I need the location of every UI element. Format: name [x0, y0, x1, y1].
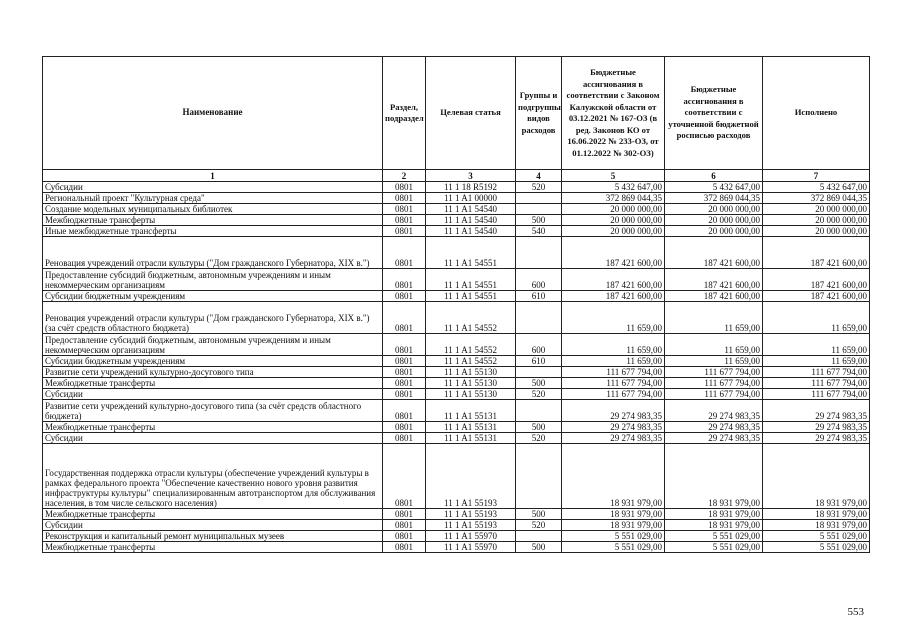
col-number: 2: [383, 170, 426, 182]
row-section: 0801: [383, 334, 426, 356]
row-executed: 11 659,00: [763, 356, 870, 367]
row-target: 11 1 18 R5192: [426, 182, 516, 193]
row-assign-law: 5 551 029,00: [562, 542, 665, 553]
row-group: 600: [516, 269, 562, 291]
row-assign-refined: 18 931 979,00: [665, 520, 763, 531]
header-row: [43, 57, 870, 170]
row-assign-law: 5 432 647,00: [562, 182, 665, 193]
row-name: Межбюджетные трансферты: [43, 422, 383, 433]
row-group: 500: [516, 422, 562, 433]
table-row: [43, 531, 870, 542]
row-assign-refined: 11 659,00: [665, 334, 763, 356]
row-group: [516, 531, 562, 542]
row-target: 11 1 A1 55130: [426, 367, 516, 378]
row-executed: 18 931 979,00: [763, 444, 870, 509]
row-group: [516, 204, 562, 215]
row-group: 500: [516, 509, 562, 520]
row-name: Государственная поддержка отрасли культуры (обеспечение учреждений культуры в рамках федерального проекта "Обеспечение качественно нового уровня развития инфраструктуры культуры" специализированным автотранспортом для обслуживания населения, в том числе сельского населения): [43, 444, 383, 509]
col-header-section: Раздел, подраздел: [383, 57, 426, 170]
row-group: [516, 367, 562, 378]
row-section: 0801: [383, 193, 426, 204]
row-group: 500: [516, 215, 562, 226]
table-row: [43, 291, 870, 302]
row-assign-refined: 5 551 029,00: [665, 531, 763, 542]
row-group: [516, 400, 562, 422]
table-row: [43, 356, 870, 367]
row-executed: 187 421 600,00: [763, 269, 870, 291]
row-assign-refined: 111 677 794,00: [665, 378, 763, 389]
row-target: 11 1 A1 54540: [426, 215, 516, 226]
row-assign-law: 11 659,00: [562, 334, 665, 356]
row-target: 11 1 A1 55970: [426, 542, 516, 553]
row-assign-law: 111 677 794,00: [562, 367, 665, 378]
table-row: [43, 444, 870, 509]
col-header-assign-refined: Бюджетные ассигнования в соответствии с уточненной бюджетной росписью расходов: [665, 57, 763, 170]
row-name: Субсидии бюджетным учреждениям: [43, 291, 383, 302]
row-section: 0801: [383, 291, 426, 302]
row-section: 0801: [383, 356, 426, 367]
row-assign-refined: 29 274 983,35: [665, 400, 763, 422]
row-group: 520: [516, 182, 562, 193]
row-assign-law: 187 421 600,00: [562, 237, 665, 269]
row-assign-law: 20 000 000,00: [562, 226, 665, 237]
col-number: 1: [43, 170, 383, 182]
row-section: 0801: [383, 422, 426, 433]
row-executed: 187 421 600,00: [763, 237, 870, 269]
table-row: [43, 334, 870, 356]
table-row: [43, 302, 870, 334]
row-target: 11 1 A1 54551: [426, 237, 516, 269]
row-assign-law: 29 274 983,35: [562, 422, 665, 433]
table-row: [43, 215, 870, 226]
row-assign-law: 18 931 979,00: [562, 520, 665, 531]
table-row: [43, 367, 870, 378]
row-group: 500: [516, 378, 562, 389]
row-assign-law: 11 659,00: [562, 356, 665, 367]
row-executed: 111 677 794,00: [763, 367, 870, 378]
budget-table: [42, 56, 870, 553]
budget-table-sheet: [42, 56, 869, 553]
row-target: 11 1 A1 55131: [426, 433, 516, 444]
row-section: 0801: [383, 269, 426, 291]
row-name: Субсидии: [43, 433, 383, 444]
page-number: 553: [847, 606, 864, 618]
row-assign-law: 18 931 979,00: [562, 444, 665, 509]
row-section: 0801: [383, 378, 426, 389]
row-assign-refined: 5 432 647,00: [665, 182, 763, 193]
row-group: 610: [516, 291, 562, 302]
row-assign-refined: 18 931 979,00: [665, 444, 763, 509]
row-group: 520: [516, 389, 562, 400]
row-assign-refined: 11 659,00: [665, 302, 763, 334]
table-row: [43, 542, 870, 553]
table-row: [43, 237, 870, 269]
row-name: Развитие сети учреждений культурно-досугового типа (за счёт средств областного бюджета): [43, 400, 383, 422]
row-section: 0801: [383, 509, 426, 520]
table-row: [43, 378, 870, 389]
row-assign-law: 5 551 029,00: [562, 531, 665, 542]
row-executed: 111 677 794,00: [763, 378, 870, 389]
row-name: Иные межбюджетные трансферты: [43, 226, 383, 237]
row-name: Межбюджетные трансферты: [43, 509, 383, 520]
row-executed: 372 869 044,35: [763, 193, 870, 204]
row-assign-law: 29 274 983,35: [562, 400, 665, 422]
row-assign-refined: 11 659,00: [665, 356, 763, 367]
row-section: 0801: [383, 182, 426, 193]
row-group: 520: [516, 520, 562, 531]
row-name: Субсидии: [43, 182, 383, 193]
row-name: Реновация учреждений отрасли культуры ("Дом гражданского Губернатора, XIX в."): [43, 237, 383, 269]
row-name: Создание модельных муниципальных библиотек: [43, 204, 383, 215]
row-name: Субсидии бюджетным учреждениям: [43, 356, 383, 367]
row-assign-law: 111 677 794,00: [562, 378, 665, 389]
row-section: 0801: [383, 237, 426, 269]
row-target: 11 1 A1 00000: [426, 193, 516, 204]
row-name: Реконструкция и капитальный ремонт муниципальных музеев: [43, 531, 383, 542]
row-group: 540: [516, 226, 562, 237]
row-name: Субсидии: [43, 520, 383, 531]
row-name: Развитие сети учреждений культурно-досугового типа: [43, 367, 383, 378]
row-assign-refined: 29 274 983,35: [665, 433, 763, 444]
row-section: 0801: [383, 433, 426, 444]
row-target: 11 1 A1 54551: [426, 269, 516, 291]
row-assign-refined: 111 677 794,00: [665, 367, 763, 378]
row-group: [516, 444, 562, 509]
col-number: 3: [426, 170, 516, 182]
row-executed: 5 551 029,00: [763, 531, 870, 542]
row-target: 11 1 A1 55193: [426, 520, 516, 531]
table-row: [43, 509, 870, 520]
row-assign-law: 20 000 000,00: [562, 204, 665, 215]
row-executed: 29 274 983,35: [763, 422, 870, 433]
col-header-name: Наименование: [43, 57, 383, 170]
row-section: 0801: [383, 444, 426, 509]
row-target: 11 1 A1 55970: [426, 531, 516, 542]
row-assign-law: 18 931 979,00: [562, 509, 665, 520]
row-executed: 11 659,00: [763, 302, 870, 334]
col-number: 7: [763, 170, 870, 182]
row-executed: 5 432 647,00: [763, 182, 870, 193]
table-row: [43, 226, 870, 237]
row-group: 520: [516, 433, 562, 444]
table-body: [43, 182, 870, 553]
col-header-assign-law: Бюджетные ассигнования в соответствии с Законом Калужской области от 03.12.2021 № 167-ОЗ (в ред. Законов КО от 16.06.2022 № 233-ОЗ, от 01.12.2022 № 302-ОЗ): [562, 57, 665, 170]
row-assign-refined: 187 421 600,00: [665, 291, 763, 302]
row-name: Реновация учреждений отрасли культуры ("Дом гражданского Губернатора, XIX в.") (за счёт средств областного бюджета): [43, 302, 383, 334]
row-assign-refined: 187 421 600,00: [665, 237, 763, 269]
row-name: Предоставление субсидий бюджетным, автономным учреждениям и иным некоммерческим организациям: [43, 269, 383, 291]
row-section: 0801: [383, 226, 426, 237]
row-section: 0801: [383, 367, 426, 378]
row-executed: 18 931 979,00: [763, 509, 870, 520]
row-assign-law: 372 869 044,35: [562, 193, 665, 204]
row-group: 500: [516, 542, 562, 553]
table-row: [43, 204, 870, 215]
row-assign-refined: 18 931 979,00: [665, 509, 763, 520]
table-row: [43, 520, 870, 531]
row-name: Региональный проект "Культурная среда": [43, 193, 383, 204]
row-target: 11 1 A1 54552: [426, 334, 516, 356]
row-target: 11 1 A1 54540: [426, 226, 516, 237]
row-target: 11 1 A1 55131: [426, 400, 516, 422]
row-section: 0801: [383, 302, 426, 334]
row-executed: 20 000 000,00: [763, 204, 870, 215]
row-executed: 20 000 000,00: [763, 226, 870, 237]
row-assign-refined: 20 000 000,00: [665, 204, 763, 215]
row-executed: 29 274 983,35: [763, 433, 870, 444]
row-target: 11 1 A1 54552: [426, 356, 516, 367]
row-assign-refined: 20 000 000,00: [665, 226, 763, 237]
row-executed: 18 931 979,00: [763, 520, 870, 531]
row-assign-law: 187 421 600,00: [562, 291, 665, 302]
row-target: 11 1 A1 54551: [426, 291, 516, 302]
row-section: 0801: [383, 215, 426, 226]
row-group: [516, 302, 562, 334]
row-name: Субсидии: [43, 389, 383, 400]
row-group: 600: [516, 334, 562, 356]
row-name: Межбюджетные трансферты: [43, 215, 383, 226]
row-executed: 111 677 794,00: [763, 389, 870, 400]
table-row: [43, 389, 870, 400]
row-target: 11 1 A1 55193: [426, 509, 516, 520]
row-target: 11 1 A1 54552: [426, 302, 516, 334]
col-number: 5: [562, 170, 665, 182]
row-executed: 20 000 000,00: [763, 215, 870, 226]
row-name: Межбюджетные трансферты: [43, 542, 383, 553]
row-executed: 29 274 983,35: [763, 400, 870, 422]
row-executed: 11 659,00: [763, 334, 870, 356]
table-row: [43, 182, 870, 193]
col-header-target: Целевая статья: [426, 57, 516, 170]
row-executed: 187 421 600,00: [763, 291, 870, 302]
row-assign-law: 11 659,00: [562, 302, 665, 334]
column-number-row: [43, 170, 870, 182]
row-assign-refined: 372 869 044,35: [665, 193, 763, 204]
row-assign-refined: 111 677 794,00: [665, 389, 763, 400]
table-row: [43, 422, 870, 433]
col-header-executed: Исполнено: [763, 57, 870, 170]
row-section: 0801: [383, 400, 426, 422]
row-section: 0801: [383, 531, 426, 542]
row-target: 11 1 A1 54540: [426, 204, 516, 215]
row-assign-law: 111 677 794,00: [562, 389, 665, 400]
row-assign-refined: 187 421 600,00: [665, 269, 763, 291]
row-section: 0801: [383, 389, 426, 400]
row-assign-law: 29 274 983,35: [562, 433, 665, 444]
table-row: [43, 193, 870, 204]
row-target: 11 1 A1 55130: [426, 378, 516, 389]
row-target: 11 1 A1 55193: [426, 444, 516, 509]
row-assign-refined: 29 274 983,35: [665, 422, 763, 433]
row-assign-law: 187 421 600,00: [562, 269, 665, 291]
row-assign-refined: 20 000 000,00: [665, 215, 763, 226]
col-number: 4: [516, 170, 562, 182]
row-name: Межбюджетные трансферты: [43, 378, 383, 389]
row-assign-law: 20 000 000,00: [562, 215, 665, 226]
row-group: [516, 193, 562, 204]
row-section: 0801: [383, 204, 426, 215]
row-group: 610: [516, 356, 562, 367]
row-section: 0801: [383, 520, 426, 531]
row-name: Предоставление субсидий бюджетным, автономным учреждениям и иным некоммерческим организациям: [43, 334, 383, 356]
row-group: [516, 237, 562, 269]
row-target: 11 1 A1 55131: [426, 422, 516, 433]
table-row: [43, 400, 870, 422]
col-header-groups: Группы и подгруппы видов расходов: [516, 57, 562, 170]
row-assign-refined: 5 551 029,00: [665, 542, 763, 553]
row-target: 11 1 A1 55130: [426, 389, 516, 400]
row-section: 0801: [383, 542, 426, 553]
row-executed: 5 551 029,00: [763, 542, 870, 553]
col-number: 6: [665, 170, 763, 182]
table-row: [43, 433, 870, 444]
table-row: [43, 269, 870, 291]
